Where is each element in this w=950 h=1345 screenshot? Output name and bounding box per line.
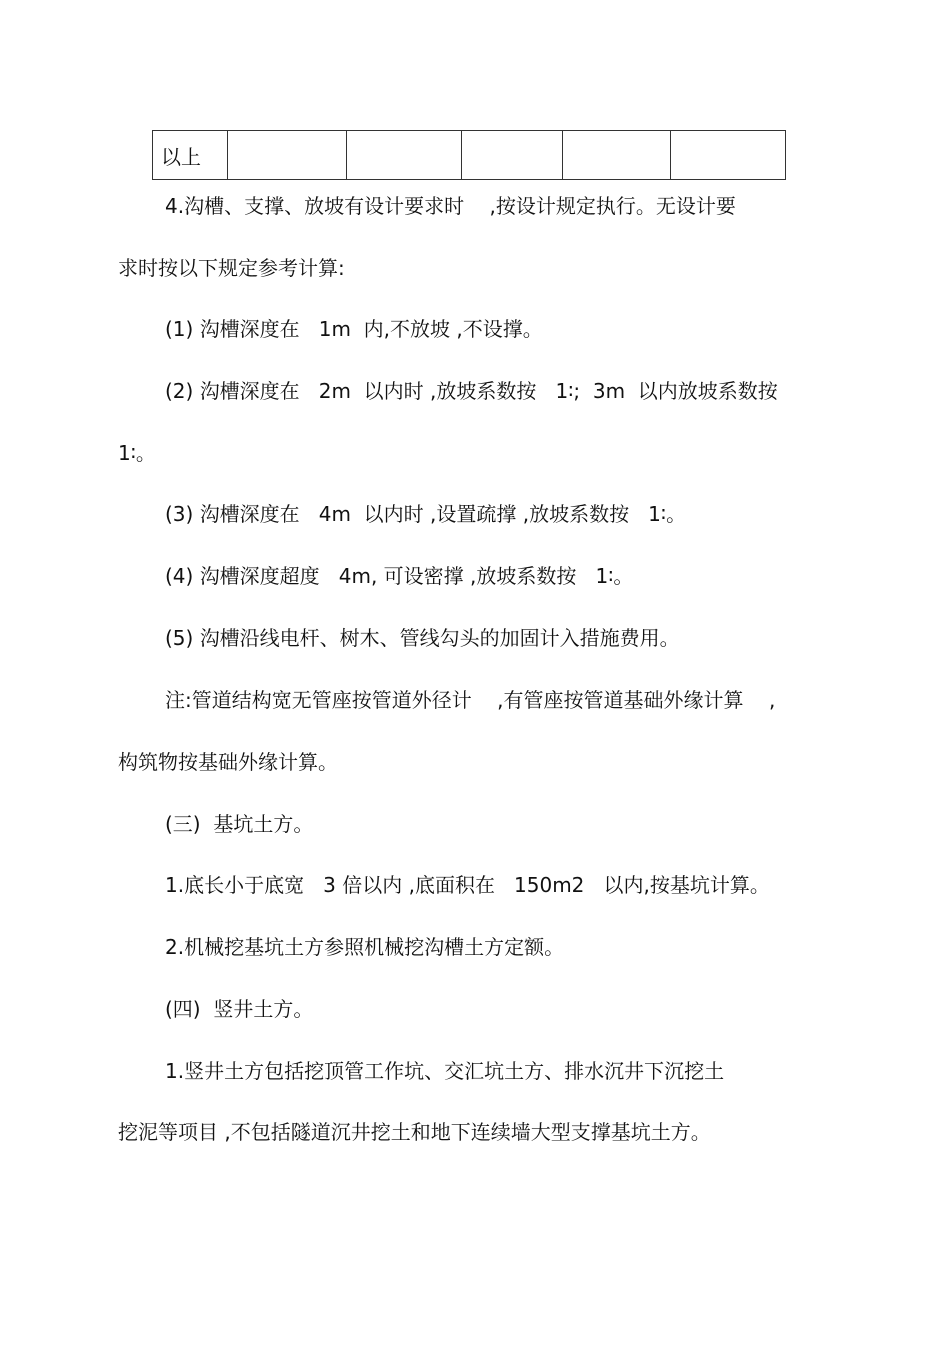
paragraph-line: 1.底长小于底宽 3 倍以内 ,底面积在 150m2 以内,按基坑计算。	[165, 873, 770, 897]
paragraph-line: (4) 沟槽深度超度 4m, 可设密撑 ,放坡系数按 1∶。	[165, 564, 634, 588]
table-cell	[671, 131, 784, 179]
table-cell: 以上	[153, 131, 228, 179]
paragraph-line: 1.竖井土方包括挖顶管工作坑、交汇坑土方、排水沉井下沉挖土	[165, 1059, 725, 1083]
paragraph-line: 构筑物按基础外缘计算。	[118, 750, 338, 774]
table-cell	[228, 131, 347, 179]
paragraph-line: 2.机械挖基坑土方参照机械挖沟槽土方定额。	[165, 935, 565, 959]
table-cell	[347, 131, 462, 179]
paragraph-line: 注:管道结构宽无管座按管道外径计 ,有管座按管道基础外缘计算 ,	[165, 688, 776, 712]
paragraph-line: (1) 沟槽深度在 1m 内,不放坡 ,不设撑。	[165, 317, 543, 341]
paragraph-line: (2) 沟槽深度在 2m 以内时 ,放坡系数按 1∶; 3m 以内放坡系数按	[165, 379, 778, 403]
paragraph-line: (3) 沟槽深度在 4m 以内时 ,设置疏撑 ,放坡系数按 1∶。	[165, 502, 687, 526]
paragraph-line: (5) 沟槽沿线电杆、树木、管线勾头的加固计入措施费用。	[165, 626, 680, 650]
paragraph-line: 1∶。	[118, 441, 156, 465]
table-row	[152, 130, 786, 180]
paragraph-line: 4.沟槽、支撑、放坡有设计要求时 ,按设计规定执行。无设计要	[165, 194, 736, 218]
table-cell	[462, 131, 563, 179]
paragraph-line: (四) 竖井土方。	[165, 997, 314, 1021]
paragraph-line: 挖泥等项目 ,不包括隧道沉井挖土和地下连续墙大型支撑基坑土方。	[118, 1120, 711, 1144]
paragraph-line: 求时按以下规定参考计算:	[118, 256, 345, 280]
paragraph-line: (三) 基坑土方。	[165, 812, 314, 836]
table-cell	[563, 131, 671, 179]
